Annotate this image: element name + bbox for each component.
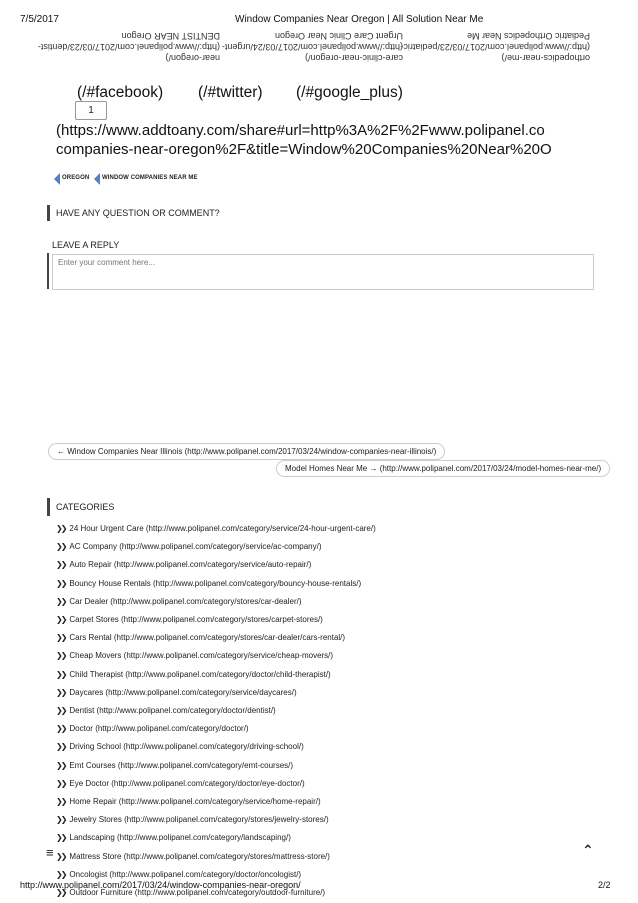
double-chevron-icon: ❯❯ [56,778,66,788]
double-chevron-icon: ❯❯ [56,797,66,806]
category-item[interactable] [56,797,321,806]
prev-post-link[interactable]: ← Window Companies Near Illinois (http://www.polipanel.com/2017/03/24/window-companies-near-illinois/) [48,443,445,460]
category-item[interactable] [56,706,276,715]
category-item[interactable] [56,870,301,879]
category-label: Doctor (http://www.polipanel.com/category/doctor/) [69,724,249,734]
reply-heading: LEAVE A REPLY [52,240,120,250]
chevron-up-icon[interactable]: ⌃ [582,842,594,858]
double-chevron-icon: ❯❯ [56,578,66,588]
category-label: Bouncy House Rentals (http://www.polipanel.com/category/bouncy-house-rentals/) [69,578,362,588]
share-facebook-link[interactable]: (/#facebook) [77,84,164,101]
double-chevron-icon: ❯❯ [56,651,66,661]
category-item[interactable] [56,597,302,606]
tag-window-companies-near-me[interactable]: WINDOW COMPANIES NEAR ME [102,175,198,181]
double-chevron-icon: ❯❯ [56,724,66,734]
category-item[interactable] [56,542,322,551]
double-chevron-icon: ❯❯ [56,869,66,879]
double-chevron-icon: ❯❯ [56,851,66,861]
category-label: Eye Doctor (http://www.polipanel.com/category/doctor/eye-doctor/) [69,778,305,788]
category-label: Home Repair (http://www.polipanel.com/category/service/home-repair/) [69,797,321,806]
category-item[interactable] [56,560,311,569]
double-chevron-icon: ❯❯ [56,615,66,624]
double-chevron-icon: ❯❯ [56,760,66,770]
categories-heading: CATEGORIES [56,502,115,512]
category-label: Daycares (http://www.polipanel.com/category/service/daycares/) [69,687,297,697]
double-chevron-icon: ❯❯ [56,596,66,606]
category-label: Auto Repair (http://www.polipanel.com/category/service/auto-repair/) [69,560,312,570]
category-label: Jewelry Stores (http://www.polipanel.com/category/stores/jewelry-stores/) [69,815,329,825]
category-item[interactable] [56,615,323,624]
tag-arrow-icon [54,173,60,185]
category-label: Dentist (http://www.polipanel.com/category/doctor/dentist/) [69,706,276,715]
category-label: Mattress Store (http://www.polipanel.com/category/stores/mattress-store/) [69,851,330,861]
double-chevron-icon: ❯❯ [56,633,66,643]
tag-arrow-icon [94,173,100,185]
double-chevron-icon: ❯❯ [56,742,66,752]
related-post-1[interactable]: near-oregon/) (http://www.polipanel.com/2017/03/23/dentist- DENTIST NEAR Oregon [37,31,220,63]
category-label: Car Dealer (http://www.polipanel.com/category/stores/car-dealer/) [69,596,302,606]
category-item[interactable] [56,779,305,788]
category-label: Driving School (http://www.polipanel.com/category/driving-school/) [69,742,304,752]
category-item[interactable] [56,579,361,588]
category-label: Landscaping (http://www.polipanel.com/category/landscaping/) [69,833,291,843]
category-label: 24 Hour Urgent Care (http://www.polipanel.com/category/service/24-hour-urgent-care/) [69,524,376,533]
category-item[interactable] [56,833,291,842]
menu-icon[interactable]: ≡ [46,845,54,860]
double-chevron-icon: ❯❯ [56,560,66,570]
double-chevron-icon: ❯❯ [56,888,66,897]
category-label: Oncologist (http://www.polipanel.com/category/doctor/oncologist/) [69,869,302,879]
share-count: 1 [75,101,107,120]
double-chevron-icon: ❯❯ [56,815,66,825]
footer-page: 2/2 [598,880,611,890]
double-chevron-icon: ❯❯ [56,706,66,715]
tag-oregon[interactable]: OREGON [62,175,90,181]
category-label: AC Company (http://www.polipanel.com/category/service/ac-company/) [69,542,322,552]
category-item[interactable] [56,670,331,679]
print-title: Window Companies Near Oregon | All Solution Near Me [235,14,484,25]
category-item[interactable] [56,688,297,697]
share-google-link[interactable]: (/#google_plus) [296,84,403,101]
category-item[interactable] [56,724,249,733]
category-item[interactable] [56,633,345,642]
category-item[interactable] [56,815,329,824]
category-item[interactable] [56,742,304,751]
next-post-link[interactable]: Model Homes Near Me → (http://www.polipanel.com/2017/03/24/model-homes-near-me/) [276,460,610,477]
comment-input[interactable] [52,254,594,290]
category-label: Child Therapist (http://www.polipanel.com/category/doctor/child-therapist/) [69,669,331,679]
category-label: Emt Courses (http://www.polipanel.com/category/emt-courses/) [69,760,294,770]
category-item[interactable] [56,761,293,770]
double-chevron-icon: ❯❯ [56,833,66,843]
section-bar [47,498,50,516]
footer-url: http://www.polipanel.com/2017/03/24/window-companies-near-oregon/ [20,880,301,890]
print-date: 7/5/2017 [20,14,59,25]
double-chevron-icon: ❯❯ [56,669,66,679]
category-item[interactable] [56,852,330,861]
share-twitter-link[interactable]: (/#twitter) [198,84,263,101]
question-heading: HAVE ANY QUESTION OR COMMENT? [56,208,220,218]
category-label: Cheap Movers (http://www.polipanel.com/category/service/cheap-movers/) [69,651,334,661]
reply-bar [47,253,49,289]
category-item[interactable] [56,524,376,533]
section-bar [47,205,50,221]
double-chevron-icon: ❯❯ [56,687,66,697]
category-label: Cars Rental (http://www.polipanel.com/category/stores/car-dealer/cars-rental/) [69,633,346,643]
category-label: Outdoor Furniture (http://www.polipanel.com/category/outdoor-furniture/) [69,888,326,897]
double-chevron-icon: ❯❯ [56,524,66,533]
related-post-2[interactable]: care-clinic-near-oregon/) (http://www.polipanel.com/2017/03/24/urgent- Urgent Care Clinic Near Oregon [221,31,403,63]
double-chevron-icon: ❯❯ [56,542,66,552]
category-item[interactable] [56,651,333,660]
addtoany-share-link[interactable]: (https://www.addtoany.com/share#url=http%3A%2F%2Fwww.polipanel.co companies-near-oregon%2F&title=Window%20Companies%20Near%20O [56,122,552,158]
related-post-3[interactable]: orthopedics-near-me/) (http://www.polipanel.com/2017/03/23/pediatric- Pediatric Orthopedics Near Me [400,31,590,63]
category-label: Carpet Stores (http://www.polipanel.com/category/stores/carpet-stores/) [69,615,323,624]
